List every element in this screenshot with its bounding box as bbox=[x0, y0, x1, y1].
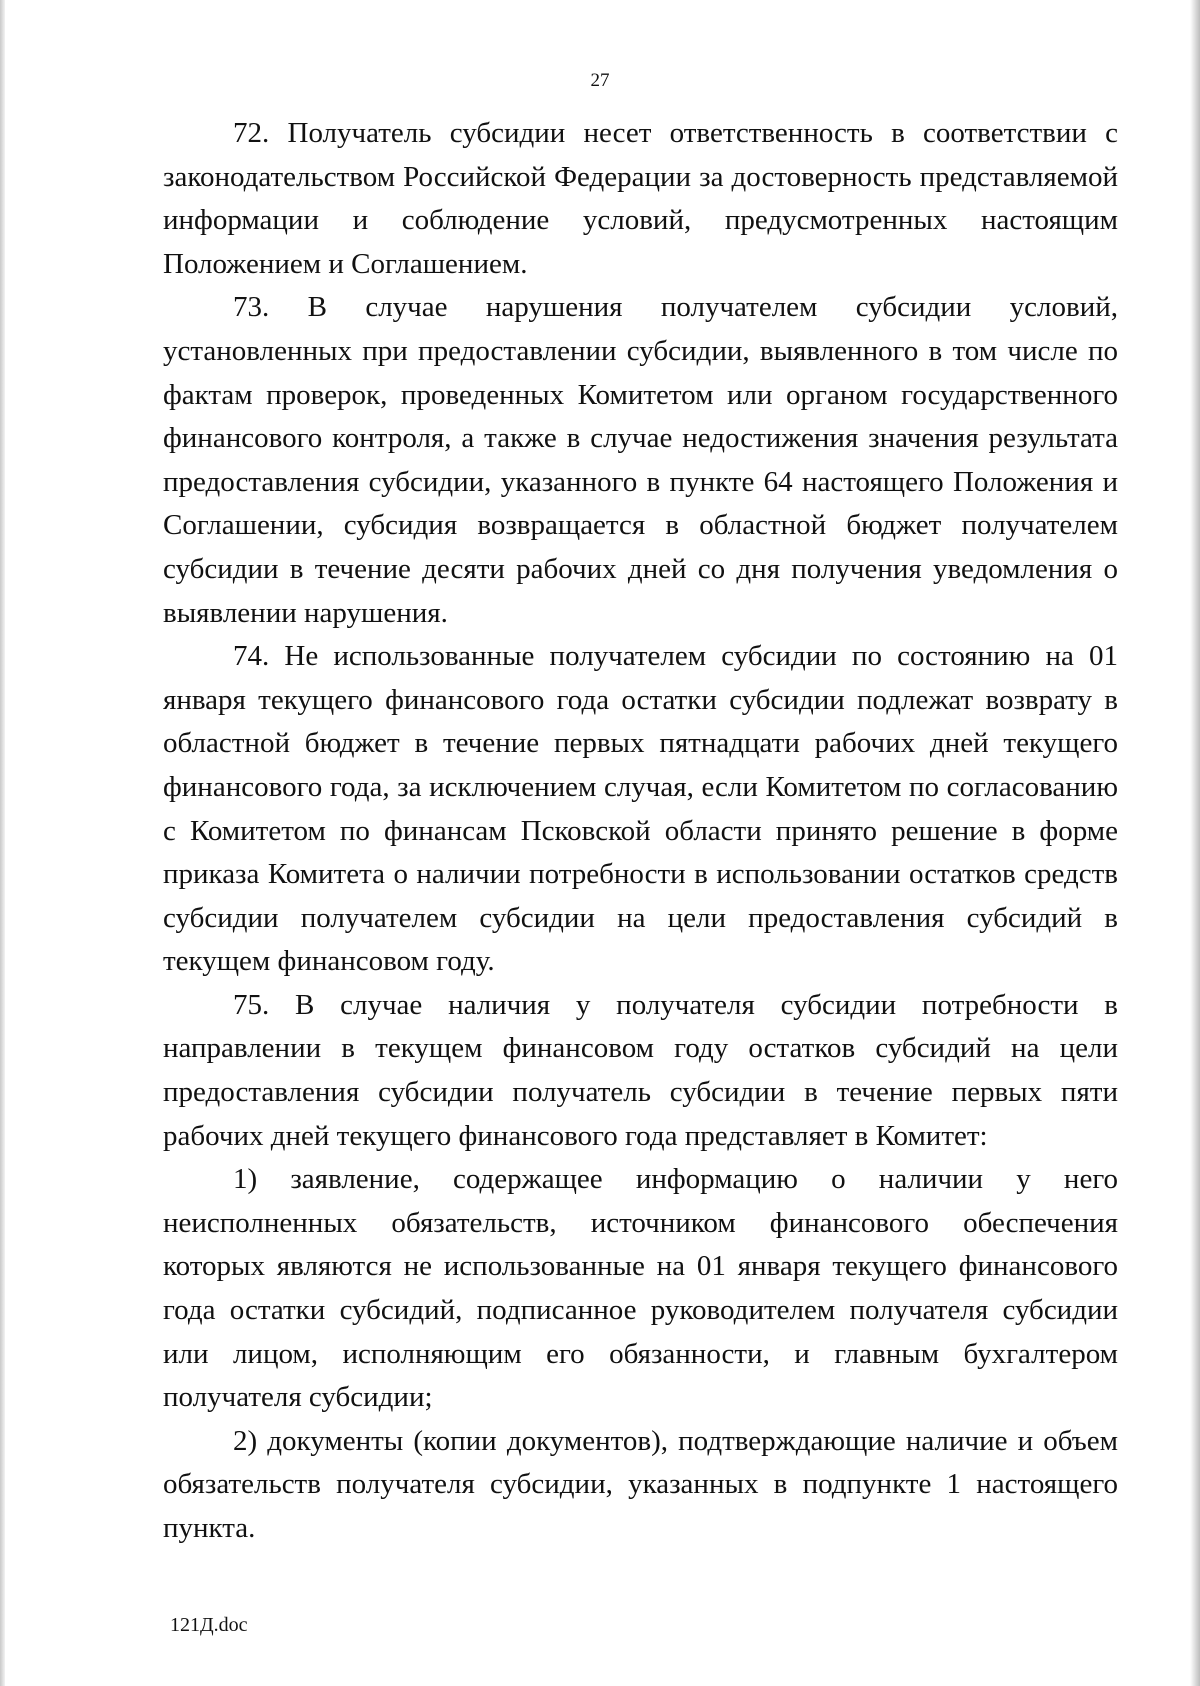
page-number: 27 bbox=[590, 70, 610, 91]
scan-edge-left bbox=[0, 0, 5, 1686]
subitem-1: 1) заявление, содержащее информацию о наличии у него неисполненных обязательств, источником финансового обеспечения которых являются не использованные на 01 января текущего финансового года остатки субсидий, подписанное руководителем получателя субсидии или лицом, исполняющим его обязанности, и главным бухгалтером получателя субсидии; bbox=[163, 1163, 1118, 1414]
paragraph-72: 72. Получатель субсидии несет ответственность в соответствии с законодательством Российской Федерации за достоверность представляемой информации и соблюдение условий, предусмотренных настоящим Положением и Соглашением. bbox=[163, 117, 1118, 280]
paragraph-73: 73. В случае нарушения получателем субсидии условий, установленных при предоставлении субсидии, выявленного в том числе по фактам проверок, проведенных Комитетом или органом государственного финансового контроля, а также в случае недостижения значения результата предоставления субсидии, указанного в пункте 64 настоящего Положения и Соглашении, субсидия возвращается в областной бюджет получателем субсидии в течение десяти рабочих дней со дня получения уведомления о выявлении нарушения. bbox=[163, 291, 1118, 629]
paragraph-74: 74. Не использованные получателем субсидии по состоянию на 01 января текущего финансового года остатки субсидии подлежат возврату в областной бюджет в течение первых пятнадцати рабочих дней текущего финансового года, за исключением случая, если Комитетом по согласованию с Комитетом по финансам Псковской области принято решение в форме приказа Комитета о наличии потребности в использовании остатков средств субсидии получателем субсидии на цели предоставления субсидий в текущем финансовом году. bbox=[163, 640, 1118, 978]
paragraph-75: 75. В случае наличия у получателя субсидии потребности в направлении в текущем финансовом году остатков субсидий на цели предоставления субсидии получатель субсидии в течение первых пяти рабочих дней текущего финансового года представляет в Комитет: bbox=[163, 988, 1118, 1152]
scan-edge-right bbox=[1190, 0, 1200, 1686]
subitem-2: 2) документы (копии документов), подтверждающие наличие и объем обязательств получателя субсидии, указанных в подпункте 1 настоящего пункта. bbox=[163, 1424, 1118, 1544]
document-body bbox=[163, 112, 1118, 1551]
footer-filename: 121Д.doc bbox=[170, 1614, 248, 1636]
